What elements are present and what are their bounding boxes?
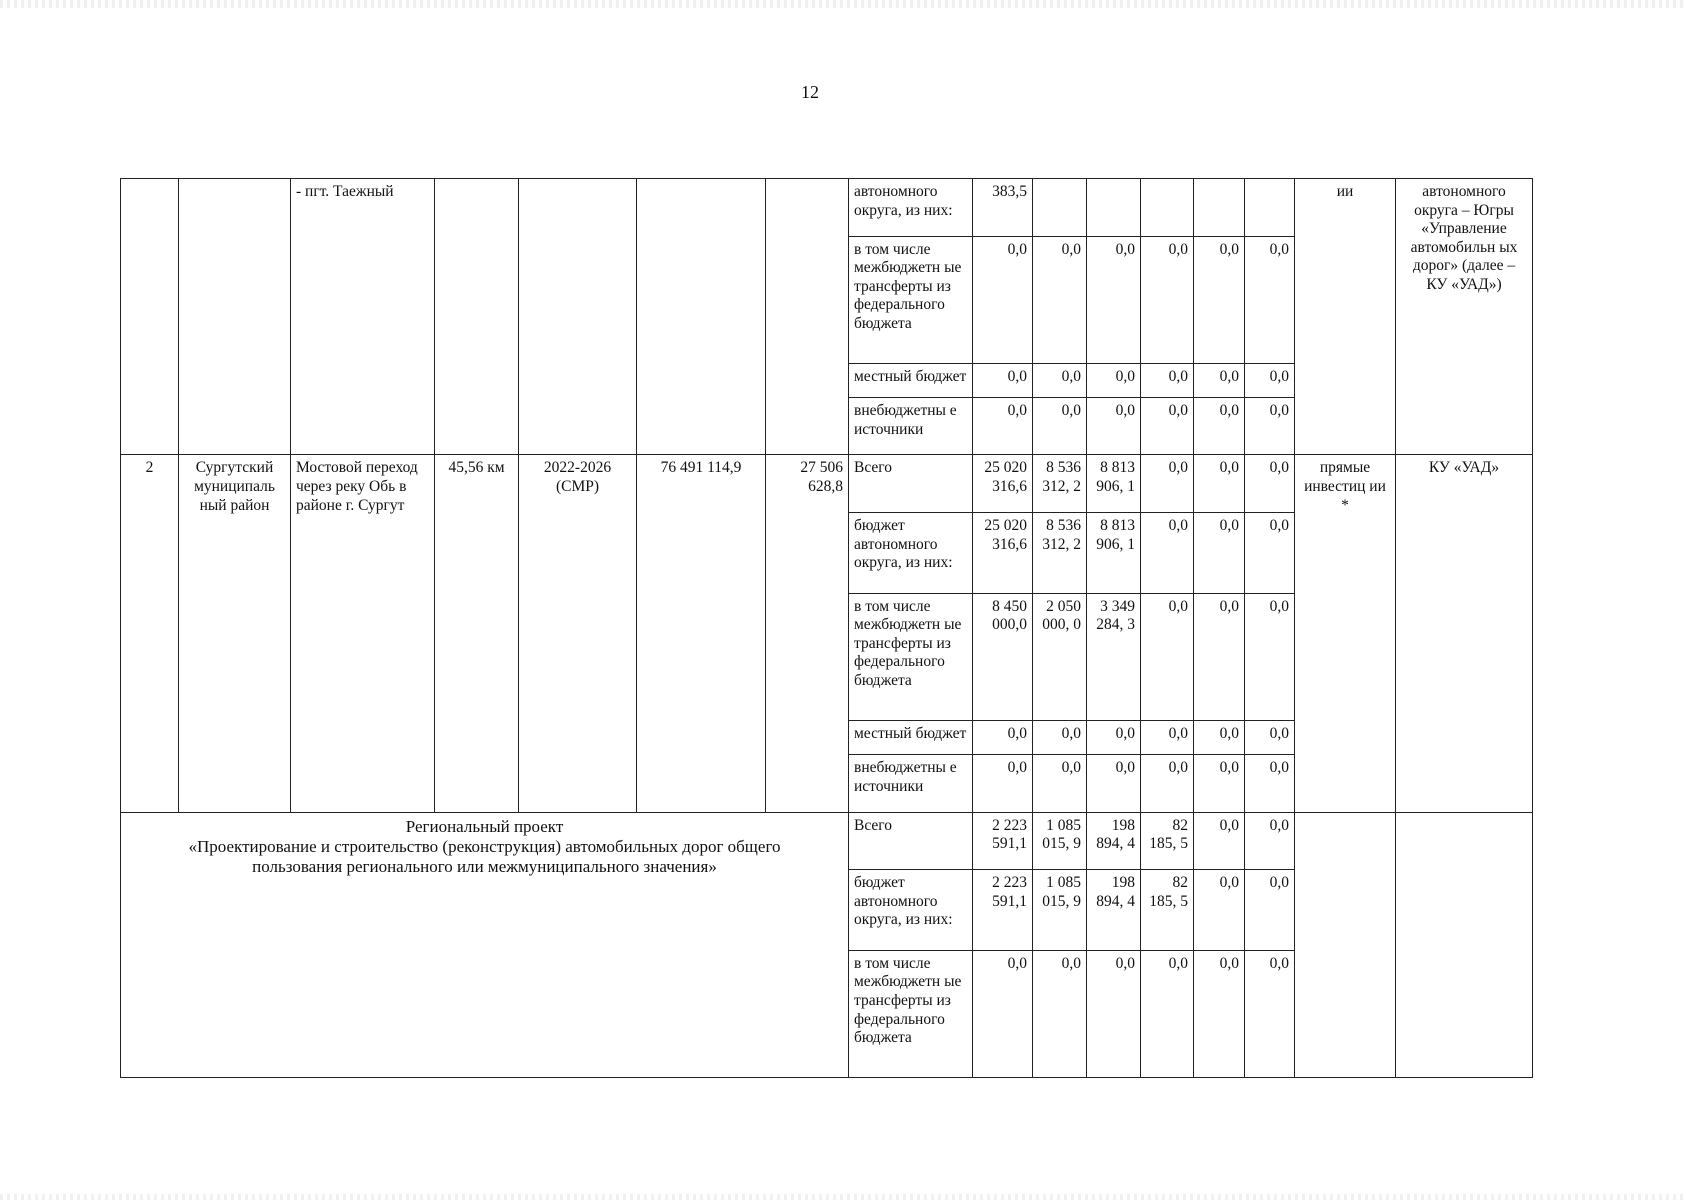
item-number: 2 <box>121 455 179 812</box>
value-cell: 0,0 <box>1033 720 1087 754</box>
value-cell: 0,0 <box>973 720 1033 754</box>
value-cell: 0,0 <box>1245 513 1295 594</box>
top-executor: автономного округа – Югры «Управление автомобильн ых дорог» (далее – КУ «УАД») <box>1396 179 1533 455</box>
value-cell: 0,0 <box>1245 397 1295 455</box>
value-cell: 2 223 591,1 <box>973 812 1033 870</box>
value-cell: 2 050 000, 0 <box>1033 593 1087 720</box>
value-cell: 1 085 015, 9 <box>1033 870 1087 951</box>
value-cell: 1 085 015, 9 <box>1033 812 1087 870</box>
value-cell: 0,0 <box>1087 950 1141 1077</box>
source-label: в том числе межбюджетн ые трансферты из федерального бюджета <box>849 593 973 720</box>
value-cell: 0,0 <box>1141 513 1194 594</box>
value-cell: 0,0 <box>973 755 1033 813</box>
value-cell: 82 185, 5 <box>1141 870 1194 951</box>
value-cell: 0,0 <box>1194 363 1245 397</box>
regional-project-line2: «Проектирование и строительство (реконструкция) автомобильных дорог общего пользования регионального или межмуниципального значения» <box>188 837 781 877</box>
value-cell: 0,0 <box>1245 812 1295 870</box>
source-label: внебюджетны е источники <box>849 755 973 813</box>
value-cell: 0,0 <box>1245 720 1295 754</box>
value-cell: 8 813 906, 1 <box>1087 513 1141 594</box>
top-muni-cell <box>179 179 291 455</box>
top-num-cell <box>121 179 179 455</box>
source-label: в том числе межбюджетн ые трансферты из федерального бюджета <box>849 950 973 1077</box>
value-cell: 0,0 <box>1245 870 1295 951</box>
value-cell: 0,0 <box>1087 720 1141 754</box>
source-label: бюджет автономного округа, из них: <box>849 870 973 951</box>
value-cell <box>1245 179 1295 237</box>
investment-table <box>120 178 1533 1078</box>
value-cell: 0,0 <box>1194 755 1245 813</box>
value-cell: 0,0 <box>1194 812 1245 870</box>
value-cell: 3 349 284, 3 <box>1087 593 1141 720</box>
source-label: бюджет автономного округа, из них: <box>849 513 973 594</box>
source-label: местный бюджет <box>849 720 973 754</box>
item-executor: КУ «УАД» <box>1396 455 1533 812</box>
value-cell: 0,0 <box>1194 950 1245 1077</box>
value-cell: 198 894, 4 <box>1087 812 1141 870</box>
value-cell: 0,0 <box>1141 455 1194 513</box>
value-cell: 0,0 <box>1033 950 1087 1077</box>
value-cell: 0,0 <box>1245 950 1295 1077</box>
value-cell: 0,0 <box>1194 455 1245 513</box>
value-cell: 8 536 312, 2 <box>1033 513 1087 594</box>
value-cell: 383,5 <box>973 179 1033 237</box>
value-cell: 0,0 <box>1194 593 1245 720</box>
value-cell <box>1033 179 1087 237</box>
value-cell: 0,0 <box>1033 755 1087 813</box>
value-cell: 0,0 <box>1033 397 1087 455</box>
value-cell: 0,0 <box>1194 397 1245 455</box>
item-capacity: 45,56 км <box>435 455 519 812</box>
value-cell: 25 020 316,6 <box>973 513 1033 594</box>
value-cell: 0,0 <box>1033 363 1087 397</box>
value-cell: 0,0 <box>1033 236 1087 363</box>
value-cell: 198 894, 4 <box>1087 870 1141 951</box>
source-label: местный бюджет <box>849 363 973 397</box>
value-cell <box>1087 179 1141 237</box>
value-cell <box>1194 179 1245 237</box>
value-cell: 0,0 <box>973 363 1033 397</box>
value-cell: 0,0 <box>1141 363 1194 397</box>
top-mechanism: ии <box>1295 179 1396 455</box>
value-cell: 2 223 591,1 <box>973 870 1033 951</box>
value-cell: 82 185, 5 <box>1141 812 1194 870</box>
scan-edge-bottom <box>0 1194 1686 1200</box>
value-cell: 0,0 <box>1141 755 1194 813</box>
value-cell: 25 020 316,6 <box>973 455 1033 513</box>
source-label: в том числе межбюджетн ые трансферты из федерального бюджета <box>849 236 973 363</box>
regional-project-title <box>121 812 849 1077</box>
value-cell: 0,0 <box>1141 397 1194 455</box>
value-cell: 0,0 <box>1245 755 1295 813</box>
source-label: Всего <box>849 455 973 513</box>
value-cell: 0,0 <box>1141 720 1194 754</box>
value-cell: 0,0 <box>973 397 1033 455</box>
top-location: - пгт. Таежный <box>291 179 435 455</box>
page-number: 12 <box>801 82 819 102</box>
value-cell: 8 813 906, 1 <box>1087 455 1141 513</box>
value-cell: 0,0 <box>1245 236 1295 363</box>
value-cell: 8 450 000,0 <box>973 593 1033 720</box>
item2-row-0 <box>121 455 1533 513</box>
value-cell: 0,0 <box>1245 363 1295 397</box>
value-cell: 0,0 <box>1087 363 1141 397</box>
source-label: внебюджетны е источники <box>849 397 973 455</box>
value-cell: 0,0 <box>1141 236 1194 363</box>
regional-executor <box>1396 812 1533 1077</box>
value-cell: 0,0 <box>1194 720 1245 754</box>
value-cell: 0,0 <box>1087 397 1141 455</box>
regional-row-0 <box>121 812 1533 870</box>
value-cell <box>1141 179 1194 237</box>
value-cell: 0,0 <box>1141 593 1194 720</box>
value-cell: 0,0 <box>1194 513 1245 594</box>
value-cell: 0,0 <box>1194 236 1245 363</box>
value-cell: 8 536 312, 2 <box>1033 455 1087 513</box>
item-remaining: 27 506 628,8 <box>766 455 849 812</box>
value-cell: 0,0 <box>1245 455 1295 513</box>
item-object: Мостовой переход через реку Обь в районе г. Сургут <box>291 455 435 812</box>
item-total-cost: 76 491 114,9 <box>637 455 766 812</box>
value-cell: 0,0 <box>1194 870 1245 951</box>
source-label: автономного округа, из них: <box>849 179 973 237</box>
value-cell: 0,0 <box>1087 755 1141 813</box>
value-cell: 0,0 <box>1087 236 1141 363</box>
scan-edge-top <box>0 0 1686 8</box>
value-cell: 0,0 <box>973 950 1033 1077</box>
item-mechanism: прямые инвестиц ии * <box>1295 455 1396 812</box>
value-cell: 0,0 <box>973 236 1033 363</box>
value-cell: 0,0 <box>1141 950 1194 1077</box>
regional-project-line1: Региональный проект <box>405 816 564 836</box>
source-label: Всего <box>849 812 973 870</box>
value-cell: 0,0 <box>1245 593 1295 720</box>
item-period: 2022-2026 (СМР) <box>519 455 637 812</box>
top-row-0 <box>121 179 1533 237</box>
item-municipality: Сургутский муниципаль ный район <box>179 455 291 812</box>
regional-mechanism <box>1295 812 1396 1077</box>
